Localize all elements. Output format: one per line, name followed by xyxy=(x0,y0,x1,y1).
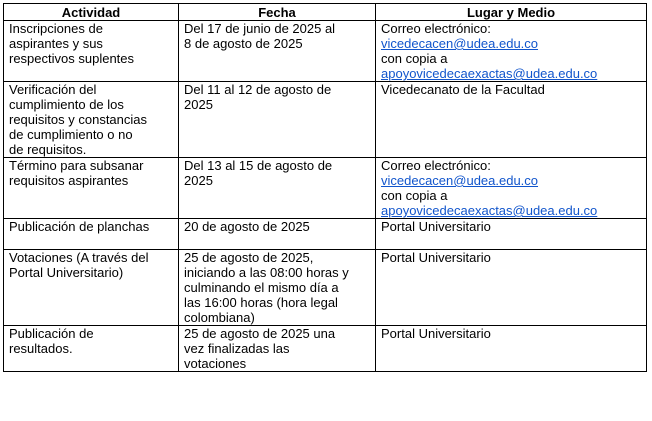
activity-line: respectivos suplentes xyxy=(9,51,135,66)
table-row xyxy=(4,21,647,82)
activity-line: de cumplimiento o no xyxy=(9,127,133,142)
table-header-row xyxy=(4,4,647,21)
activity-line: requisitos y constancias xyxy=(9,112,148,127)
place-cell xyxy=(376,326,647,372)
copy-label: con copia a xyxy=(381,51,448,66)
activity-line: aspirantes y sus xyxy=(9,36,103,51)
copy-email-link[interactable]: apoyovicedecaexactas@udea.edu.co xyxy=(381,66,598,81)
table-row xyxy=(4,82,647,158)
date-line: Del 13 al 15 de agosto de xyxy=(184,158,333,173)
activity-cell xyxy=(4,82,179,158)
date-line: vez finalizadas las xyxy=(184,341,290,356)
date-cell xyxy=(179,158,376,219)
date-cell xyxy=(179,21,376,82)
table-row xyxy=(4,158,647,219)
email-link[interactable]: vicedecacen@udea.edu.co xyxy=(381,36,539,51)
date-line: las 16:00 horas (hora legal xyxy=(184,295,338,310)
date-line: 25 de agosto de 2025, xyxy=(184,250,314,265)
date-line: culminando el mismo día a xyxy=(184,280,339,295)
header-activity: Actividad xyxy=(4,4,179,21)
election-schedule-table xyxy=(3,3,647,372)
activity-line: Término para subsanar xyxy=(9,158,144,173)
place-text: Portal Universitario xyxy=(381,250,491,265)
table-row xyxy=(4,326,647,372)
date-cell xyxy=(179,219,376,250)
place-cell xyxy=(376,250,647,326)
date-cell xyxy=(179,250,376,326)
activity-cell xyxy=(4,326,179,372)
place-cell xyxy=(376,219,647,250)
place-cell xyxy=(376,21,647,82)
activity-line: Votaciones (A través del xyxy=(9,250,149,265)
date-line: votaciones xyxy=(184,356,247,371)
date-line: iniciando a las 08:00 horas y xyxy=(184,265,349,280)
copy-label: con copia a xyxy=(381,188,448,203)
activity-line: cumplimiento de los xyxy=(9,97,124,112)
header-place: Lugar y Medio xyxy=(376,4,647,21)
date-cell xyxy=(179,82,376,158)
activity-line: requisitos aspirantes xyxy=(9,173,129,188)
date-line: colombiana) xyxy=(184,310,255,325)
date-cell xyxy=(179,326,376,372)
date-line: 2025 xyxy=(184,97,213,112)
activity-line: Publicación de xyxy=(9,326,94,341)
activity-line: Verificación del xyxy=(9,82,97,97)
date-line: 25 de agosto de 2025 una xyxy=(184,326,336,341)
activity-line: Publicación de planchas xyxy=(9,219,150,234)
email-intro: Correo electrónico: xyxy=(381,21,491,36)
date-line: 20 de agosto de 2025 xyxy=(184,219,310,234)
place-text: Portal Universitario xyxy=(381,219,491,234)
header-date: Fecha xyxy=(179,4,376,21)
activity-cell xyxy=(4,158,179,219)
activity-line: de requisitos. xyxy=(9,142,87,157)
date-line: 8 de agosto de 2025 xyxy=(184,36,303,51)
activity-cell xyxy=(4,21,179,82)
date-line: 2025 xyxy=(184,173,213,188)
activity-line: resultados. xyxy=(9,341,73,356)
date-line: Del 17 de junio de 2025 al xyxy=(184,21,336,36)
activity-cell xyxy=(4,250,179,326)
table-row xyxy=(4,219,647,250)
email-intro: Correo electrónico: xyxy=(381,158,491,173)
place-text: Vicedecanato de la Facultad xyxy=(381,82,545,97)
copy-email-link[interactable]: apoyovicedecaexactas@udea.edu.co xyxy=(381,203,598,218)
place-text: Portal Universitario xyxy=(381,326,491,341)
place-cell xyxy=(376,158,647,219)
activity-line: Portal Universitario) xyxy=(9,265,124,280)
place-cell xyxy=(376,82,647,158)
activity-line: Inscripciones de xyxy=(9,21,103,36)
table-row xyxy=(4,250,647,326)
activity-cell xyxy=(4,219,179,250)
date-line: Del 11 al 12 de agosto de xyxy=(184,82,332,97)
email-link[interactable]: vicedecacen@udea.edu.co xyxy=(381,173,539,188)
